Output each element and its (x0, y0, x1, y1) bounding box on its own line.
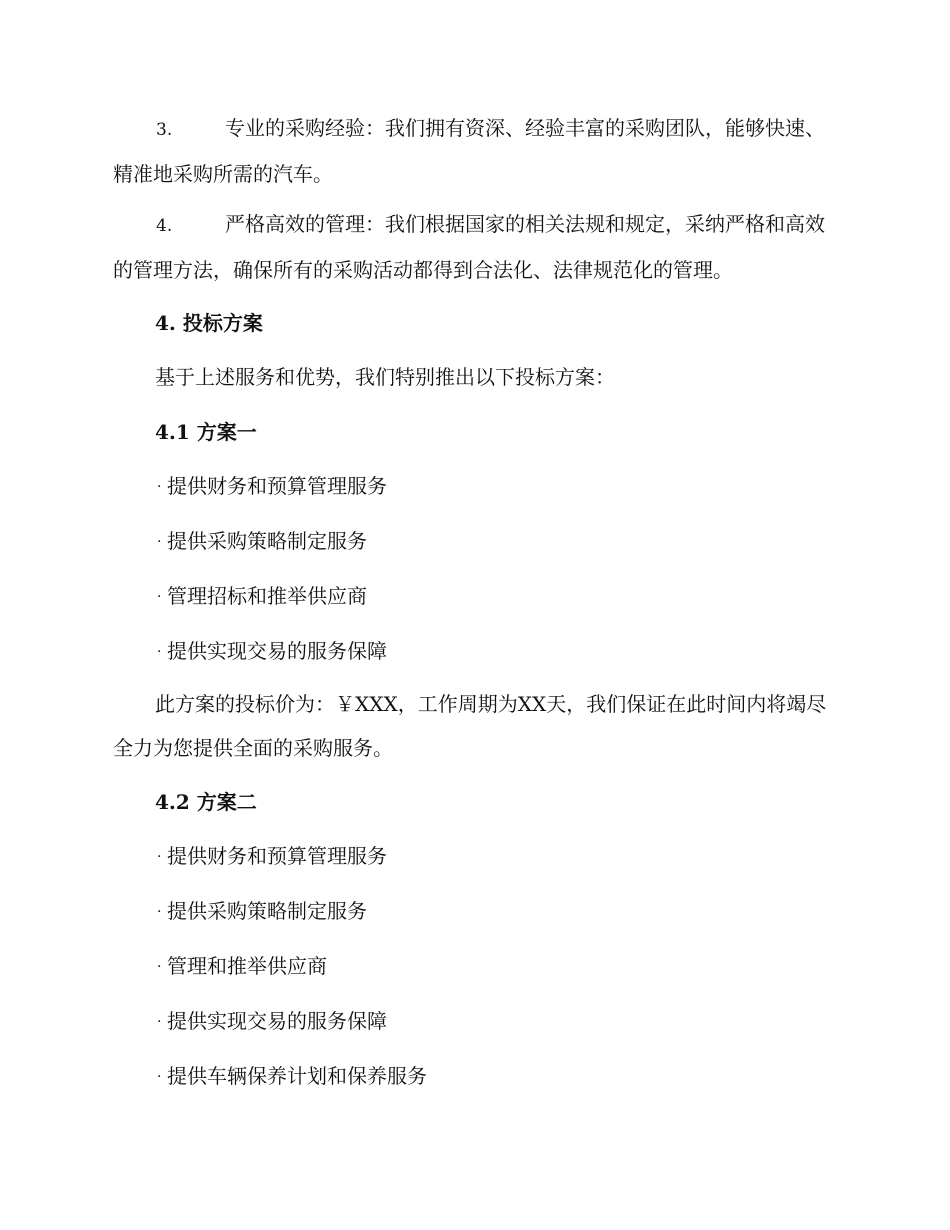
list-item-4 (113, 202, 835, 292)
list-item: · 管理和推举供应商 (157, 951, 327, 982)
bullet-icon: · (157, 534, 162, 550)
list-item: · 提供采购策略制定服务 (157, 526, 367, 557)
list-item: · 提供财务和预算管理服务 (157, 471, 387, 502)
bullet-icon: · (157, 959, 162, 975)
bullet-icon: · (157, 849, 162, 865)
plan1-summary: 此方案的投标价为：￥XXX，工作周期为XX天，我们保证在此时间内将竭尽全力为您提供全面的采购服务。 (113, 692, 827, 760)
list-number: 3. (156, 120, 173, 140)
bullet-icon: · (157, 1014, 162, 1030)
section-intro: 基于上述服务和优势，我们特别推出以下投标方案： (155, 365, 615, 389)
bullet-icon: · (157, 479, 162, 495)
list-number: 4. (156, 216, 173, 236)
plan1-heading: 4.1 方案一 (155, 420, 257, 444)
list-text: 专业的采购经验：我们拥有资深、经验丰富的采购团队，能够快速、精准地采购所需的汽车。 (113, 116, 825, 186)
list-item: · 提供采购策略制定服务 (157, 896, 367, 927)
list-item: · 提供实现交易的服务保障 (157, 636, 387, 667)
bullet-icon: · (157, 589, 162, 605)
bullet-icon: · (157, 644, 162, 660)
section-heading: 4. 投标方案 (155, 311, 263, 335)
list-item: · 提供实现交易的服务保障 (157, 1006, 387, 1037)
list-item: · 提供车辆保养计划和保养服务 (157, 1061, 427, 1092)
bullet-icon: · (157, 1069, 162, 1085)
plan2-heading: 4.2 方案二 (155, 790, 257, 814)
list-item: · 管理招标和推举供应商 (157, 581, 367, 612)
list-text: 严格高效的管理：我们根据国家的相关法规和规定，采纳严格和高效的管理方法，确保所有的采购活动都得到合法化、法律规范化的管理。 (113, 212, 825, 282)
bullet-icon: · (157, 904, 162, 920)
list-item: · 提供财务和预算管理服务 (157, 841, 387, 872)
list-item-3 (113, 106, 835, 196)
